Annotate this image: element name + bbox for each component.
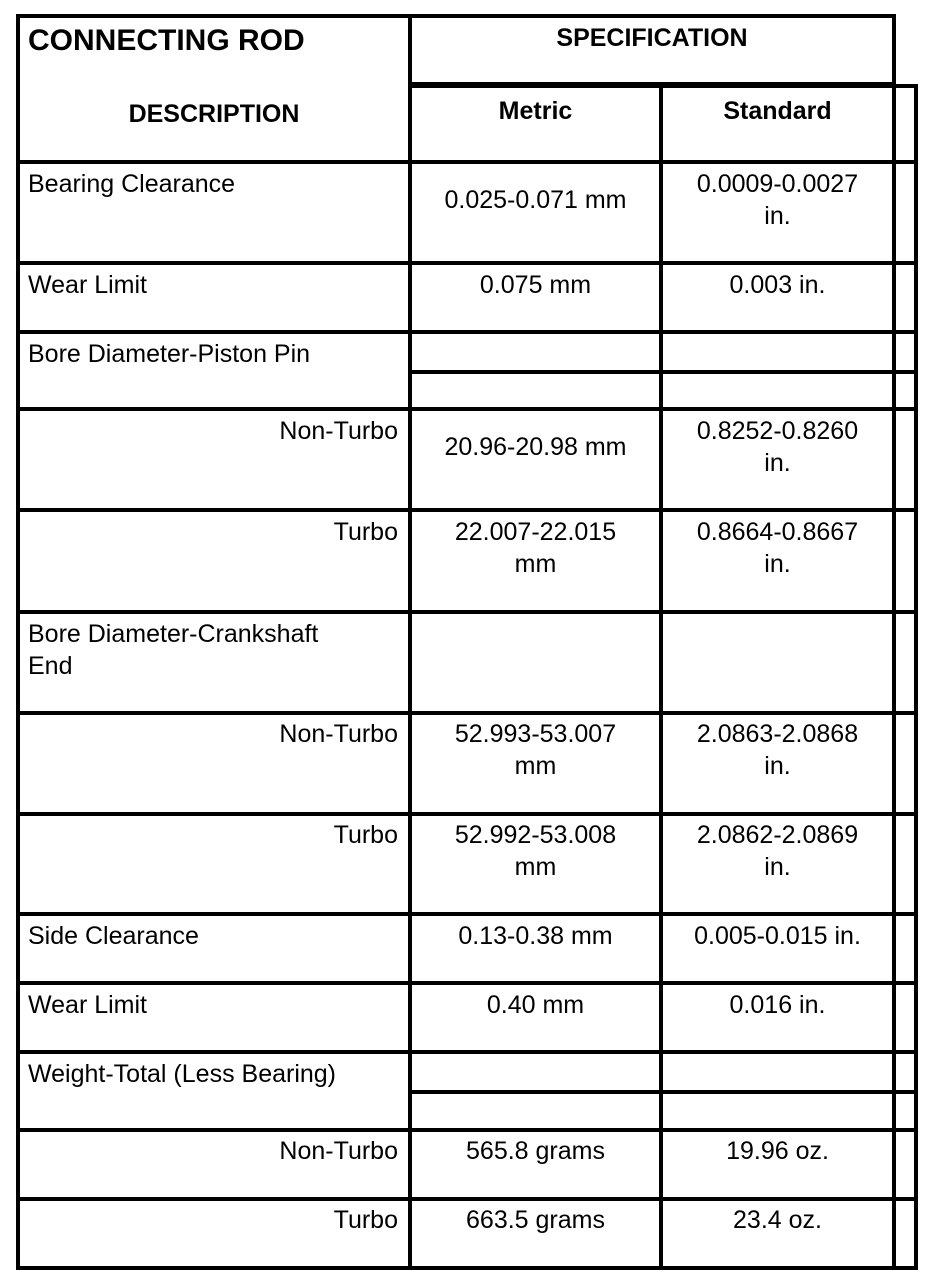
row-standard-value: 19.96 oz. xyxy=(726,1137,829,1165)
row-standard-value: 0.016 in. xyxy=(729,991,826,1019)
grid-line xyxy=(16,981,918,985)
row-metric-value: 565.8 grams xyxy=(466,1137,605,1165)
row-description: Wear Limit xyxy=(28,271,148,299)
grid-line xyxy=(16,812,918,816)
grid-line xyxy=(410,370,918,374)
row-standard-value: 2.0863-2.0868 in. xyxy=(696,720,859,780)
grid-line xyxy=(892,14,896,1270)
row-description: Turbo xyxy=(333,821,398,849)
row-standard-value: 2.0862-2.0869 in. xyxy=(696,821,859,881)
grid-line xyxy=(659,84,663,1270)
row-metric-value: 663.5 grams xyxy=(466,1206,605,1234)
row-description: Non-Turbo xyxy=(279,417,398,445)
grid-line xyxy=(16,261,918,265)
grid-line xyxy=(16,160,918,164)
grid-line xyxy=(410,84,918,88)
row-description: Non-Turbo xyxy=(279,720,398,748)
row-metric-value: 0.13-0.38 mm xyxy=(458,922,613,950)
row-description: Bore Diameter-Piston Pin xyxy=(28,340,311,368)
row-description: Wear Limit xyxy=(28,991,148,1019)
row-metric-value: 0.075 mm xyxy=(479,271,592,299)
row-standard-value: 0.8252-0.8260 in. xyxy=(696,417,859,477)
standard-header: Standard xyxy=(723,97,832,125)
row-metric-value: 0.40 mm xyxy=(486,991,585,1019)
row-description: Turbo xyxy=(333,1206,398,1234)
row-metric-value: 22.007-22.015 mm xyxy=(454,518,617,578)
grid-line xyxy=(16,912,918,916)
row-standard-value: 0.8664-0.8667 in. xyxy=(696,518,859,578)
row-standard-value: 0.0009-0.0027 in. xyxy=(696,170,859,230)
grid-line xyxy=(16,1050,918,1054)
grid-line xyxy=(410,1090,918,1094)
specification-header: SPECIFICATION xyxy=(556,24,748,52)
row-metric-value: 0.025-0.071 mm xyxy=(444,186,627,214)
table-title: CONNECTING ROD xyxy=(28,24,305,57)
row-metric-value: 20.96-20.98 mm xyxy=(444,433,627,461)
row-metric-value: 52.993-53.007 mm xyxy=(454,720,617,780)
grid-line xyxy=(16,610,918,614)
grid-line xyxy=(16,1197,918,1201)
row-standard-value: 0.003 in. xyxy=(729,271,826,299)
grid-line xyxy=(16,1266,918,1270)
grid-line xyxy=(16,1128,918,1132)
grid-line xyxy=(16,508,918,512)
row-description: Non-Turbo xyxy=(279,1137,398,1165)
grid-line xyxy=(16,330,918,334)
metric-header: Metric xyxy=(498,97,573,125)
grid-line xyxy=(914,84,918,1270)
row-description: Bearing Clearance xyxy=(28,170,236,198)
grid-line xyxy=(16,407,918,411)
grid-line xyxy=(16,711,918,715)
row-description: Weight-Total (Less Bearing) xyxy=(28,1060,337,1088)
description-header: DESCRIPTION xyxy=(128,100,300,128)
row-description: Side Clearance xyxy=(28,922,199,950)
row-standard-value: 23.4 oz. xyxy=(733,1206,822,1234)
row-metric-value: 52.992-53.008 mm xyxy=(454,821,617,881)
row-description: Bore Diameter-Crankshaft End xyxy=(28,620,319,680)
grid-line xyxy=(16,14,896,18)
row-description: Turbo xyxy=(333,518,398,546)
row-standard-value: 0.005-0.015 in. xyxy=(694,922,861,950)
